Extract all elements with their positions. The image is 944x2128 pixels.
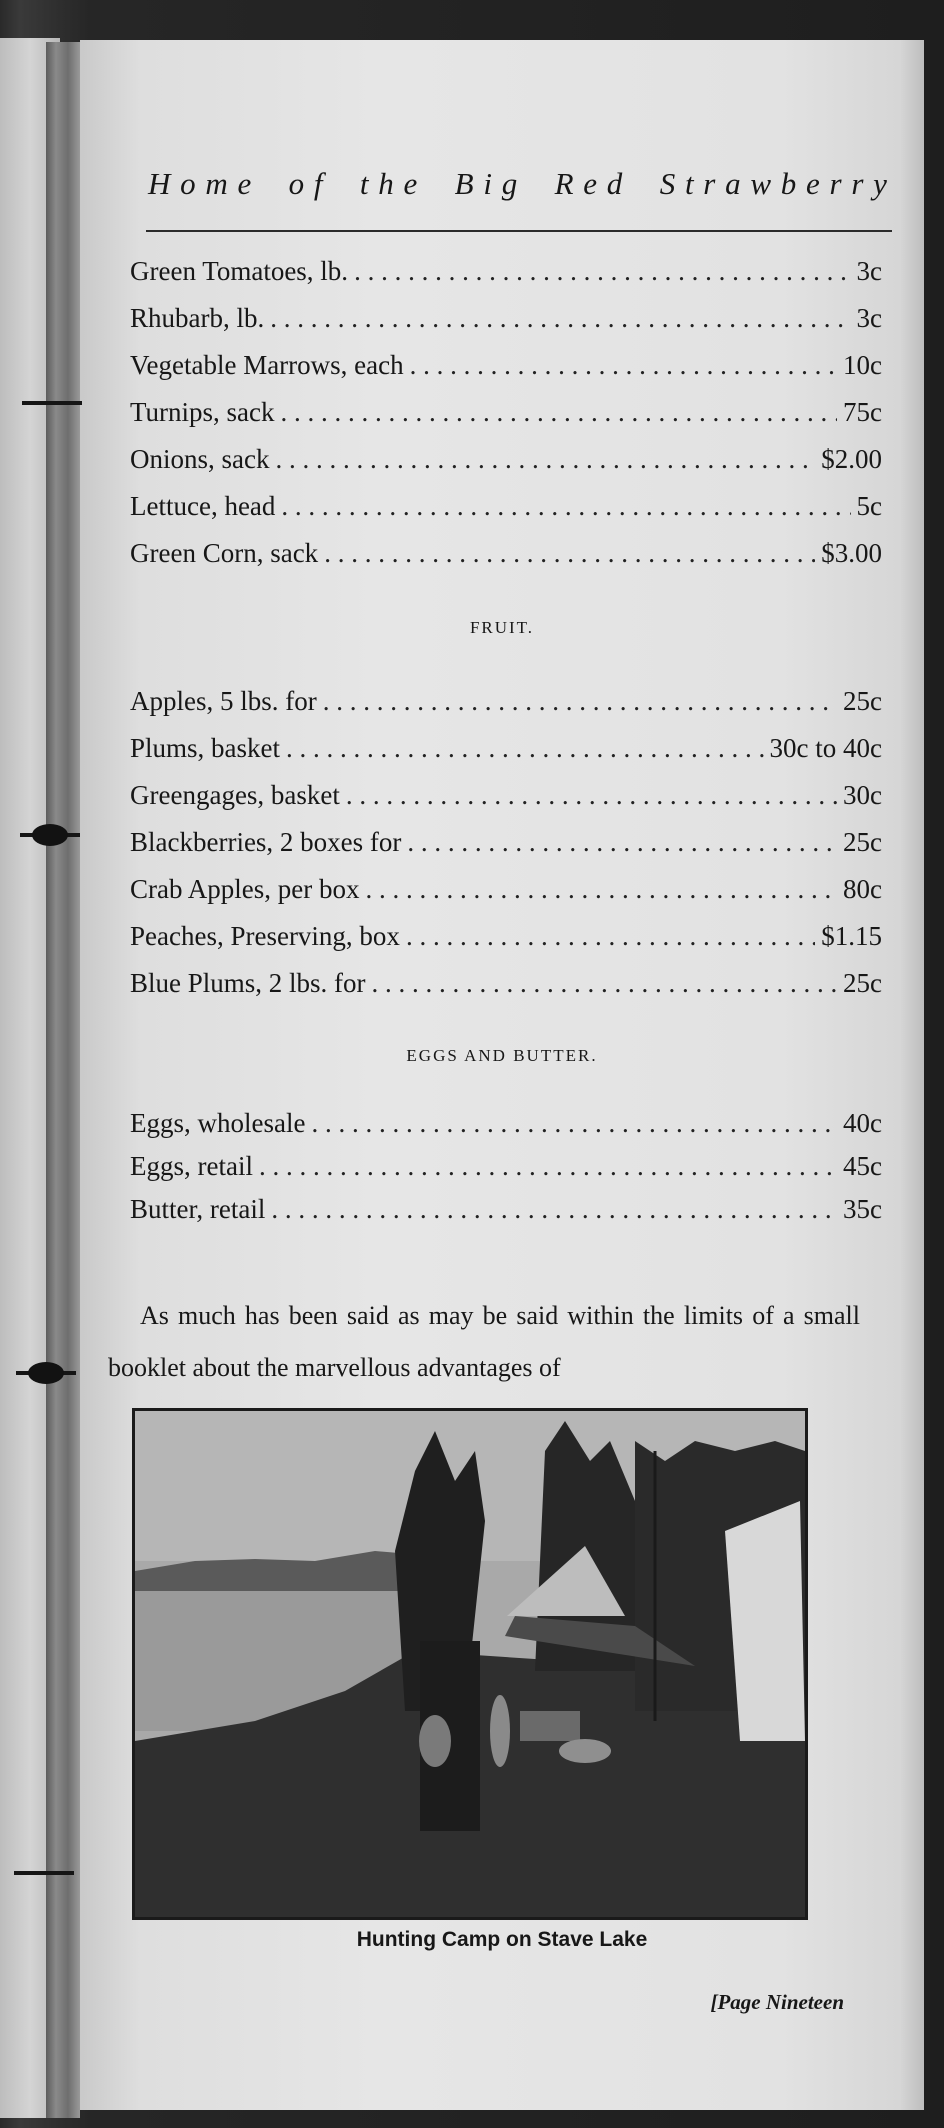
item-label: Onions, sack (130, 444, 270, 474)
leader-dots (281, 389, 837, 436)
price-row (130, 1145, 882, 1188)
page-number: [Page Nineteen (710, 1990, 844, 2014)
price-row (130, 389, 882, 436)
item-price: 25c (843, 827, 882, 857)
running-head-word: H o m e (148, 166, 253, 201)
body-paragraph: As much has been said as may be said within the limits of a small booklet about the marvellous advantages of (108, 1301, 860, 1382)
item-price: 25c (843, 686, 882, 716)
running-head (148, 166, 888, 202)
item-price: 25c (843, 968, 882, 998)
item-price: 30c (843, 780, 882, 810)
price-row (130, 483, 882, 530)
item-label: Blackberries, 2 boxes for (130, 827, 402, 857)
leader-dots (270, 295, 850, 342)
leader-dots (372, 960, 838, 1007)
price-row (130, 960, 882, 1007)
price-row (130, 819, 882, 866)
running-head-word: R e d (554, 166, 624, 201)
fruit-price-list (130, 678, 882, 1007)
vegetable-price-list (130, 248, 882, 577)
item-label: Plums, basket (130, 733, 281, 763)
item-price: 75c (843, 397, 882, 427)
item-label: Vegetable Marrows, each (130, 350, 404, 380)
item-price: $3.00 (821, 538, 882, 568)
photo-illustration (135, 1411, 805, 1917)
leader-dots (406, 913, 815, 960)
running-head-word: t h e (359, 166, 419, 201)
item-price: $1.15 (821, 921, 882, 951)
price-row (130, 1102, 882, 1145)
leader-dots (311, 1102, 837, 1145)
leader-dots (324, 530, 815, 577)
binding-stitch (12, 392, 92, 414)
leader-dots (271, 1188, 837, 1231)
item-label: Eggs, retail (130, 1151, 253, 1181)
running-head-word: B i g (454, 166, 519, 201)
price-row (130, 436, 882, 483)
leader-dots (281, 483, 850, 530)
leader-dots (286, 725, 764, 772)
item-price: 3c (856, 303, 882, 333)
item-label: Turnips, sack (130, 397, 275, 427)
book-spine (46, 42, 80, 2118)
item-label: Apples, 5 lbs. for (130, 686, 317, 716)
item-price: 5c (856, 491, 882, 521)
leader-dots (354, 248, 850, 295)
fruit-heading: FRUIT. (469, 618, 535, 637)
price-row (130, 530, 882, 577)
item-label: Peaches, Preserving, box (130, 921, 400, 951)
item-label: Blue Plums, 2 lbs. for (130, 968, 366, 998)
item-label: Green Corn, sack (130, 538, 319, 568)
running-head-word: o f (288, 166, 324, 201)
item-label: Rhubarb, lb. (130, 303, 265, 333)
item-price: 45c (843, 1151, 882, 1181)
photo-caption: Hunting Camp on Stave Lake (356, 1928, 648, 1951)
leader-dots (410, 342, 837, 389)
price-row (130, 248, 882, 295)
price-row (130, 1188, 882, 1231)
booklet-page (80, 40, 924, 2110)
item-label: Green Tomatoes, lb. (130, 256, 349, 286)
item-price: 80c (843, 874, 882, 904)
leader-dots (346, 772, 837, 819)
item-label: Lettuce, head (130, 491, 276, 521)
price-row (130, 342, 882, 389)
item-price: 30c to 40c (769, 733, 882, 763)
price-row (130, 866, 882, 913)
leader-dots (407, 819, 837, 866)
binding-stitch (4, 1862, 84, 1884)
binding-stitch (10, 824, 90, 846)
item-label: Greengages, basket (130, 780, 340, 810)
item-price: 3c (856, 256, 882, 286)
leader-dots (323, 678, 837, 725)
leader-dots (365, 866, 837, 913)
item-price: 10c (843, 350, 882, 380)
leader-dots (275, 436, 815, 483)
item-label: Butter, retail (130, 1194, 266, 1224)
eggs-butter-heading: EGGS AND BUTTER. (406, 1046, 598, 1065)
item-label: Crab Apples, per box (130, 874, 360, 904)
item-label: Eggs, wholesale (130, 1108, 306, 1138)
running-head-word: S t r a w b e r r y (659, 166, 888, 201)
eggs-butter-price-list (130, 1102, 882, 1231)
price-row (130, 295, 882, 342)
price-row (130, 678, 882, 725)
item-price: $2.00 (821, 444, 882, 474)
binding-stitch (6, 1362, 86, 1384)
hunting-camp-photo (132, 1408, 808, 1920)
header-rule (146, 230, 892, 232)
item-price: 35c (843, 1194, 882, 1224)
item-price: 40c (843, 1108, 882, 1138)
price-row (130, 913, 882, 960)
leader-dots (259, 1145, 837, 1188)
price-row (130, 725, 882, 772)
price-row (130, 772, 882, 819)
